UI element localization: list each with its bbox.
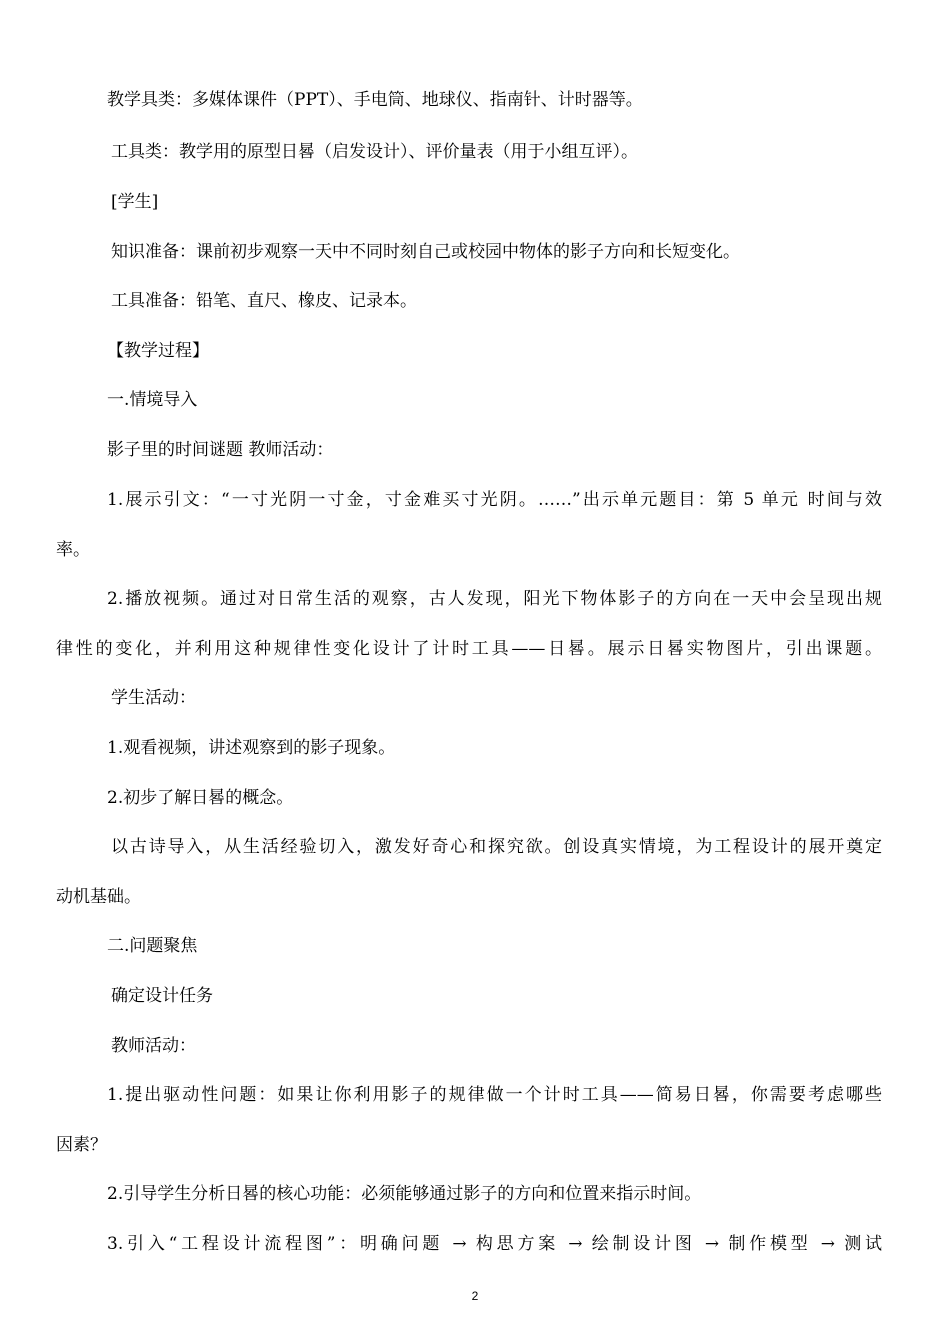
design-task-heading: 确定设计任务: [111, 986, 213, 1006]
paragraph-line: 动机基础。: [56, 887, 141, 907]
paragraph-line: 2.播放视频。通过对日常生活的观察，古人发现，阳光下物体影子的方向在一天中会呈现出规: [107, 589, 882, 609]
paragraph-line: 1.提出驱动性问题：如果让你利用影子的规律做一个计时工具——简易日晷，你需要考虑哪些: [107, 1085, 882, 1105]
student-heading: [学生]: [111, 192, 159, 212]
paragraph-line: 以古诗导入，从生活经验切入，激发好奇心和探究欲。创设真实情境，为工程设计的展开奠定: [111, 837, 882, 857]
list-item: 2.引导学生分析日晷的核心功能：必须能够通过影子的方向和位置来指示时间。: [107, 1184, 702, 1204]
paragraph-line: 率。: [56, 540, 90, 560]
tools-line: 工具类：教学用的原型日晷（启发设计）、评价量表（用于小组互评）。: [111, 142, 638, 162]
page-number: 2: [471, 1289, 479, 1303]
section-two-heading: 二.问题聚焦: [107, 936, 198, 956]
tool-preparation-line: 工具准备：铅笔、直尺、橡皮、记录本。: [111, 291, 417, 311]
list-item: 3.引入“工程设计流程图”：明确问题 → 构思方案 → 绘制设计图 → 制作模型 → 测试: [107, 1234, 882, 1254]
list-item: 2.初步了解日晷的概念。: [107, 788, 294, 808]
teacher-activity-heading: 教师活动：: [111, 1036, 196, 1056]
paragraph-line: 律性的变化，并利用这种规律性变化设计了计时工具——日晷。展示日晷实物图片，引出课题。: [56, 639, 882, 659]
list-item: 1.观看视频，讲述观察到的影子现象。: [107, 738, 396, 758]
time-riddle-line: 影子里的时间谜题 教师活动：: [107, 440, 334, 460]
knowledge-preparation-line: 知识准备：课前初步观察一天中不同时刻自己或校园中物体的影子方向和长短变化。: [111, 242, 740, 262]
section-one-heading: 一.情境导入: [107, 390, 198, 410]
teaching-aids-line: 教学具类：多媒体课件（PPT）、手电筒、地球仪、指南针、计时器等。: [107, 90, 643, 110]
paragraph-line: 因素？: [56, 1135, 107, 1155]
teaching-process-heading: 【教学过程】: [107, 341, 209, 361]
paragraph-line: 1.展示引文：“一寸光阴一寸金，寸金难买寸光阴。……”出示单元题目：第 5 单元 时间与效: [107, 490, 882, 510]
student-activity-heading: 学生活动：: [111, 688, 196, 708]
